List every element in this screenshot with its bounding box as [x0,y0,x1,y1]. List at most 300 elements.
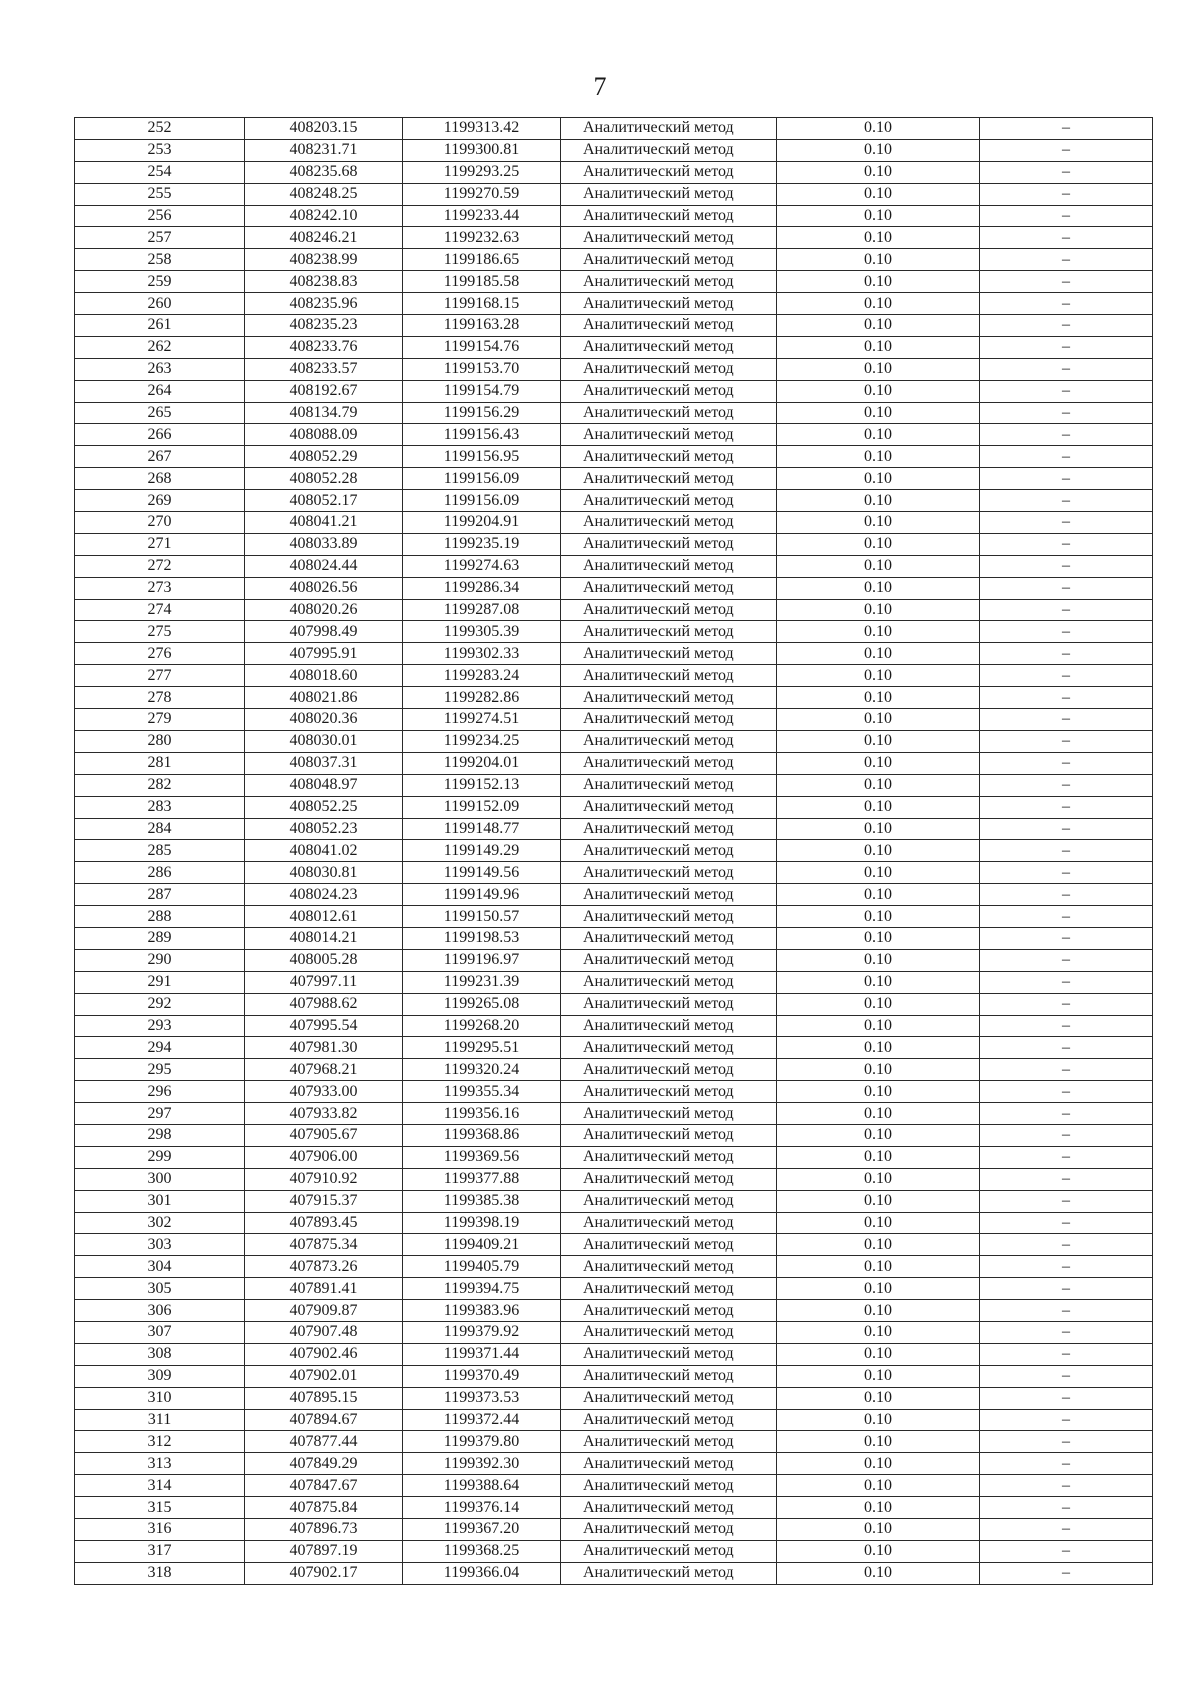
point-number-cell: 282 [75,774,245,796]
accuracy-cell: 0.10 [777,1453,980,1475]
x-coordinate-cell: 408024.23 [245,884,403,906]
note-cell: – [980,709,1153,731]
note-cell: – [980,621,1153,643]
note-cell: – [980,1168,1153,1190]
point-number-cell: 272 [75,555,245,577]
y-coordinate-cell: 1199204.01 [403,752,561,774]
note-cell: – [980,358,1153,380]
table-row [75,161,1153,183]
y-coordinate-cell: 1199149.96 [403,884,561,906]
method-cell: Аналитический метод [561,774,777,796]
table-row [75,1431,1153,1453]
x-coordinate-cell: 408048.97 [245,774,403,796]
method-cell: Аналитический метод [561,227,777,249]
accuracy-cell: 0.10 [777,1015,980,1037]
note-cell: – [980,293,1153,315]
table-row [75,1409,1153,1431]
y-coordinate-cell: 1199154.79 [403,380,561,402]
note-cell: – [980,752,1153,774]
y-coordinate-cell: 1199274.63 [403,555,561,577]
accuracy-cell: 0.10 [777,1256,980,1278]
note-cell: – [980,1365,1153,1387]
method-cell: Аналитический метод [561,818,777,840]
table-row [75,1497,1153,1519]
note-cell: – [980,1234,1153,1256]
accuracy-cell: 0.10 [777,774,980,796]
note-cell: – [980,183,1153,205]
y-coordinate-cell: 1199152.13 [403,774,561,796]
accuracy-cell: 0.10 [777,1190,980,1212]
accuracy-cell: 0.10 [777,1146,980,1168]
y-coordinate-cell: 1199409.21 [403,1234,561,1256]
accuracy-cell: 0.10 [777,709,980,731]
y-coordinate-cell: 1199233.44 [403,205,561,227]
note-cell: – [980,468,1153,490]
y-coordinate-cell: 1199388.64 [403,1475,561,1497]
table-row [75,315,1153,337]
y-coordinate-cell: 1199152.09 [403,796,561,818]
y-coordinate-cell: 1199156.09 [403,468,561,490]
y-coordinate-cell: 1199313.42 [403,118,561,140]
note-cell: – [980,446,1153,468]
point-number-cell: 252 [75,118,245,140]
y-coordinate-cell: 1199293.25 [403,161,561,183]
accuracy-cell: 0.10 [777,1300,980,1322]
note-cell: – [980,1278,1153,1300]
accuracy-cell: 0.10 [777,1475,980,1497]
point-number-cell: 302 [75,1212,245,1234]
table-row [75,249,1153,271]
table-row [75,183,1153,205]
x-coordinate-cell: 407877.44 [245,1431,403,1453]
table-row [75,271,1153,293]
x-coordinate-cell: 407873.26 [245,1256,403,1278]
x-coordinate-cell: 408020.36 [245,709,403,731]
table-row [75,1519,1153,1541]
x-coordinate-cell: 408233.57 [245,358,403,380]
method-cell: Аналитический метод [561,402,777,424]
table-row [75,1540,1153,1562]
x-coordinate-cell: 407849.29 [245,1453,403,1475]
x-coordinate-cell: 408052.17 [245,490,403,512]
y-coordinate-cell: 1199150.57 [403,906,561,928]
accuracy-cell: 0.10 [777,555,980,577]
y-coordinate-cell: 1199355.34 [403,1081,561,1103]
accuracy-cell: 0.10 [777,1497,980,1519]
table-row [75,906,1153,928]
method-cell: Аналитический метод [561,358,777,380]
accuracy-cell: 0.10 [777,336,980,358]
point-number-cell: 265 [75,402,245,424]
x-coordinate-cell: 408005.28 [245,949,403,971]
note-cell: – [980,1562,1153,1584]
point-number-cell: 303 [75,1234,245,1256]
accuracy-cell: 0.10 [777,818,980,840]
table-row [75,1343,1153,1365]
note-cell: – [980,1103,1153,1125]
y-coordinate-cell: 1199405.79 [403,1256,561,1278]
note-cell: – [980,315,1153,337]
point-number-cell: 299 [75,1146,245,1168]
accuracy-cell: 0.10 [777,1365,980,1387]
accuracy-cell: 0.10 [777,840,980,862]
accuracy-cell: 0.10 [777,358,980,380]
method-cell: Аналитический метод [561,906,777,928]
point-number-cell: 305 [75,1278,245,1300]
y-coordinate-cell: 1199156.95 [403,446,561,468]
table-row [75,1037,1153,1059]
y-coordinate-cell: 1199366.04 [403,1562,561,1584]
method-cell: Аналитический метод [561,139,777,161]
table-row [75,1256,1153,1278]
table-row [75,424,1153,446]
x-coordinate-cell: 408030.81 [245,862,403,884]
x-coordinate-cell: 408052.23 [245,818,403,840]
method-cell: Аналитический метод [561,1300,777,1322]
table-row [75,1124,1153,1146]
point-number-cell: 294 [75,1037,245,1059]
x-coordinate-cell: 408231.71 [245,139,403,161]
table-row [75,227,1153,249]
point-number-cell: 313 [75,1453,245,1475]
method-cell: Аналитический метод [561,1081,777,1103]
table-row [75,1365,1153,1387]
point-number-cell: 300 [75,1168,245,1190]
method-cell: Аналитический метод [561,1431,777,1453]
note-cell: – [980,1146,1153,1168]
table-row [75,1212,1153,1234]
accuracy-cell: 0.10 [777,1124,980,1146]
point-number-cell: 256 [75,205,245,227]
method-cell: Аналитический метод [561,1475,777,1497]
point-number-cell: 280 [75,730,245,752]
point-number-cell: 276 [75,643,245,665]
point-number-cell: 278 [75,687,245,709]
y-coordinate-cell: 1199370.49 [403,1365,561,1387]
method-cell: Аналитический метод [561,271,777,293]
table-row [75,293,1153,315]
method-cell: Аналитический метод [561,1256,777,1278]
table-row [75,139,1153,161]
y-coordinate-cell: 1199385.38 [403,1190,561,1212]
note-cell: – [980,336,1153,358]
page-number: 7 [593,72,607,101]
table-row [75,1168,1153,1190]
point-number-cell: 297 [75,1103,245,1125]
table-row [75,1562,1153,1584]
point-number-cell: 261 [75,315,245,337]
accuracy-cell: 0.10 [777,1168,980,1190]
method-cell: Аналитический метод [561,993,777,1015]
point-number-cell: 266 [75,424,245,446]
accuracy-cell: 0.10 [777,512,980,534]
method-cell: Аналитический метод [561,1037,777,1059]
method-cell: Аналитический метод [561,205,777,227]
point-number-cell: 304 [75,1256,245,1278]
method-cell: Аналитический метод [561,1519,777,1541]
accuracy-cell: 0.10 [777,380,980,402]
x-coordinate-cell: 408235.23 [245,315,403,337]
note-cell: – [980,227,1153,249]
y-coordinate-cell: 1199379.80 [403,1431,561,1453]
method-cell: Аналитический метод [561,1497,777,1519]
table-row [75,533,1153,555]
y-coordinate-cell: 1199265.08 [403,993,561,1015]
note-cell: – [980,643,1153,665]
point-number-cell: 308 [75,1343,245,1365]
x-coordinate-cell: 408041.02 [245,840,403,862]
point-number-cell: 291 [75,971,245,993]
accuracy-cell: 0.10 [777,971,980,993]
method-cell: Аналитический метод [561,424,777,446]
method-cell: Аналитический метод [561,643,777,665]
point-number-cell: 292 [75,993,245,1015]
method-cell: Аналитический метод [561,1409,777,1431]
table-row [75,336,1153,358]
note-cell: – [980,993,1153,1015]
note-cell: – [980,1124,1153,1146]
point-number-cell: 287 [75,884,245,906]
note-cell: – [980,402,1153,424]
x-coordinate-cell: 407907.48 [245,1321,403,1343]
note-cell: – [980,1409,1153,1431]
accuracy-cell: 0.10 [777,752,980,774]
method-cell: Аналитический метод [561,1562,777,1584]
note-cell: – [980,687,1153,709]
point-number-cell: 283 [75,796,245,818]
x-coordinate-cell: 407894.67 [245,1409,403,1431]
x-coordinate-cell: 407902.17 [245,1562,403,1584]
y-coordinate-cell: 1199379.92 [403,1321,561,1343]
method-cell: Аналитический метод [561,1387,777,1409]
accuracy-cell: 0.10 [777,906,980,928]
note-cell: – [980,884,1153,906]
accuracy-cell: 0.10 [777,1562,980,1584]
note-cell: – [980,380,1153,402]
note-cell: – [980,1453,1153,1475]
x-coordinate-cell: 407875.84 [245,1497,403,1519]
x-coordinate-cell: 408203.15 [245,118,403,140]
method-cell: Аналитический метод [561,1278,777,1300]
table-row [75,1300,1153,1322]
table-row [75,512,1153,534]
note-cell: – [980,774,1153,796]
accuracy-cell: 0.10 [777,402,980,424]
x-coordinate-cell: 408242.10 [245,205,403,227]
point-number-cell: 274 [75,599,245,621]
x-coordinate-cell: 407891.41 [245,1278,403,1300]
x-coordinate-cell: 408014.21 [245,927,403,949]
x-coordinate-cell: 408052.25 [245,796,403,818]
method-cell: Аналитический метод [561,315,777,337]
x-coordinate-cell: 407896.73 [245,1519,403,1541]
accuracy-cell: 0.10 [777,927,980,949]
x-coordinate-cell: 408041.21 [245,512,403,534]
x-coordinate-cell: 408052.28 [245,468,403,490]
y-coordinate-cell: 1199198.53 [403,927,561,949]
x-coordinate-cell: 407893.45 [245,1212,403,1234]
point-number-cell: 298 [75,1124,245,1146]
note-cell: – [980,665,1153,687]
x-coordinate-cell: 408238.83 [245,271,403,293]
accuracy-cell: 0.10 [777,884,980,906]
table-row [75,643,1153,665]
point-number-cell: 295 [75,1059,245,1081]
x-coordinate-cell: 407906.00 [245,1146,403,1168]
accuracy-cell: 0.10 [777,687,980,709]
accuracy-cell: 0.10 [777,1409,980,1431]
point-number-cell: 258 [75,249,245,271]
point-number-cell: 279 [75,709,245,731]
note-cell: – [980,577,1153,599]
method-cell: Аналитический метод [561,796,777,818]
point-number-cell: 262 [75,336,245,358]
y-coordinate-cell: 1199232.63 [403,227,561,249]
table-row [75,884,1153,906]
table-row [75,1321,1153,1343]
accuracy-cell: 0.10 [777,139,980,161]
accuracy-cell: 0.10 [777,1278,980,1300]
note-cell: – [980,249,1153,271]
table-row [75,1146,1153,1168]
x-coordinate-cell: 407895.15 [245,1387,403,1409]
y-coordinate-cell: 1199300.81 [403,139,561,161]
y-coordinate-cell: 1199376.14 [403,1497,561,1519]
method-cell: Аналитический метод [561,862,777,884]
y-coordinate-cell: 1199196.97 [403,949,561,971]
table-row [75,555,1153,577]
point-number-cell: 315 [75,1497,245,1519]
note-cell: – [980,424,1153,446]
point-number-cell: 264 [75,380,245,402]
note-cell: – [980,1190,1153,1212]
y-coordinate-cell: 1199394.75 [403,1278,561,1300]
method-cell: Аналитический метод [561,1146,777,1168]
coordinates-table-body [75,118,1153,1585]
accuracy-cell: 0.10 [777,227,980,249]
accuracy-cell: 0.10 [777,730,980,752]
x-coordinate-cell: 407995.91 [245,643,403,665]
y-coordinate-cell: 1199373.53 [403,1387,561,1409]
accuracy-cell: 0.10 [777,490,980,512]
y-coordinate-cell: 1199234.25 [403,730,561,752]
y-coordinate-cell: 1199320.24 [403,1059,561,1081]
note-cell: – [980,1540,1153,1562]
point-number-cell: 285 [75,840,245,862]
accuracy-cell: 0.10 [777,1212,980,1234]
y-coordinate-cell: 1199274.51 [403,709,561,731]
point-number-cell: 290 [75,949,245,971]
point-number-cell: 269 [75,490,245,512]
accuracy-cell: 0.10 [777,1431,980,1453]
point-number-cell: 289 [75,927,245,949]
point-number-cell: 307 [75,1321,245,1343]
accuracy-cell: 0.10 [777,862,980,884]
accuracy-cell: 0.10 [777,1081,980,1103]
method-cell: Аналитический метод [561,1365,777,1387]
table-row [75,840,1153,862]
table-row [75,205,1153,227]
point-number-cell: 312 [75,1431,245,1453]
y-coordinate-cell: 1199392.30 [403,1453,561,1475]
accuracy-cell: 0.10 [777,533,980,555]
point-number-cell: 267 [75,446,245,468]
x-coordinate-cell: 408088.09 [245,424,403,446]
method-cell: Аналитический метод [561,1168,777,1190]
point-number-cell: 284 [75,818,245,840]
y-coordinate-cell: 1199282.86 [403,687,561,709]
table-row [75,577,1153,599]
table-row [75,1387,1153,1409]
x-coordinate-cell: 408033.89 [245,533,403,555]
note-cell: – [980,862,1153,884]
table-row [75,1190,1153,1212]
x-coordinate-cell: 407915.37 [245,1190,403,1212]
method-cell: Аналитический метод [561,1453,777,1475]
table-row [75,599,1153,621]
note-cell: – [980,599,1153,621]
table-row [75,730,1153,752]
note-cell: – [980,490,1153,512]
x-coordinate-cell: 407968.21 [245,1059,403,1081]
method-cell: Аналитический метод [561,884,777,906]
note-cell: – [980,271,1153,293]
y-coordinate-cell: 1199156.29 [403,402,561,424]
y-coordinate-cell: 1199367.20 [403,1519,561,1541]
table-row [75,1234,1153,1256]
method-cell: Аналитический метод [561,1321,777,1343]
accuracy-cell: 0.10 [777,1343,980,1365]
note-cell: – [980,1519,1153,1541]
accuracy-cell: 0.10 [777,446,980,468]
accuracy-cell: 0.10 [777,1321,980,1343]
x-coordinate-cell: 408248.25 [245,183,403,205]
x-coordinate-cell: 408192.67 [245,380,403,402]
point-number-cell: 255 [75,183,245,205]
method-cell: Аналитический метод [561,621,777,643]
note-cell: – [980,1212,1153,1234]
x-coordinate-cell: 407910.92 [245,1168,403,1190]
note-cell: – [980,927,1153,949]
point-number-cell: 257 [75,227,245,249]
note-cell: – [980,1059,1153,1081]
x-coordinate-cell: 407988.62 [245,993,403,1015]
table-row [75,621,1153,643]
note-cell: – [980,555,1153,577]
x-coordinate-cell: 407902.46 [245,1343,403,1365]
method-cell: Аналитический метод [561,709,777,731]
x-coordinate-cell: 408246.21 [245,227,403,249]
accuracy-cell: 0.10 [777,1103,980,1125]
accuracy-cell: 0.10 [777,293,980,315]
table-row [75,927,1153,949]
y-coordinate-cell: 1199368.25 [403,1540,561,1562]
y-coordinate-cell: 1199204.91 [403,512,561,534]
x-coordinate-cell: 408037.31 [245,752,403,774]
y-coordinate-cell: 1199369.56 [403,1146,561,1168]
method-cell: Аналитический метод [561,1343,777,1365]
method-cell: Аналитический метод [561,949,777,971]
method-cell: Аналитический метод [561,293,777,315]
accuracy-cell: 0.10 [777,1037,980,1059]
x-coordinate-cell: 407909.87 [245,1300,403,1322]
x-coordinate-cell: 408238.99 [245,249,403,271]
y-coordinate-cell: 1199231.39 [403,971,561,993]
y-coordinate-cell: 1199156.09 [403,490,561,512]
method-cell: Аналитический метод [561,183,777,205]
y-coordinate-cell: 1199156.43 [403,424,561,446]
note-cell: – [980,1475,1153,1497]
